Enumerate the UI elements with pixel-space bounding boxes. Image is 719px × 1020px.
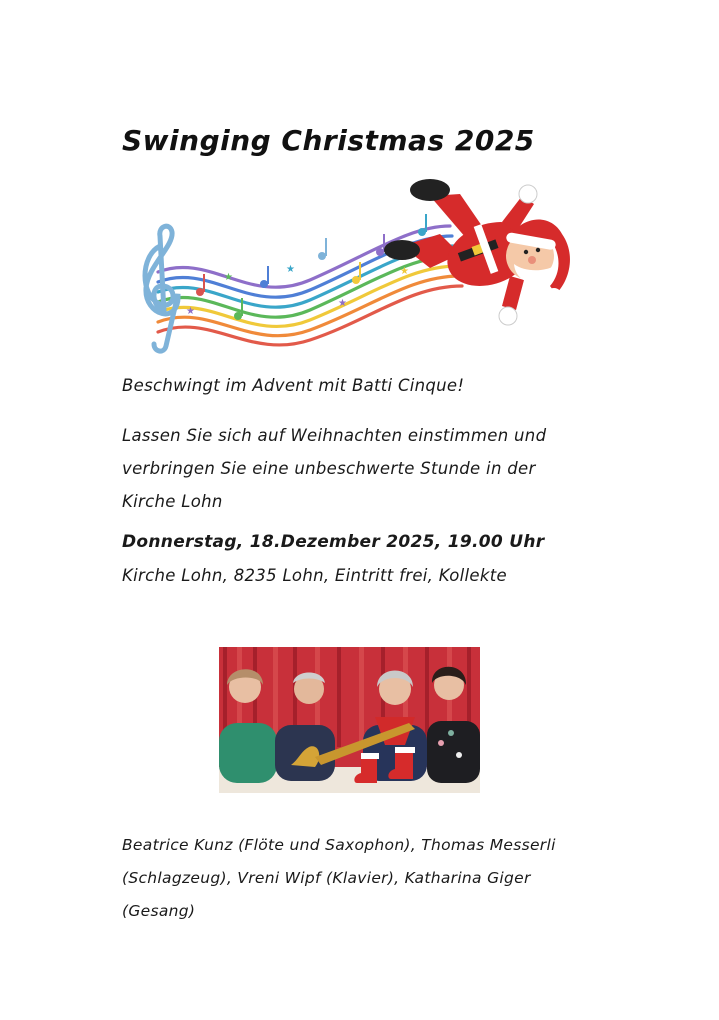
svg-text:★: ★: [400, 266, 409, 277]
svg-text:★: ★: [224, 272, 233, 283]
santa-music-staff-icon: [130, 176, 580, 356]
flyer-title: Swinging Christmas 2025: [122, 124, 535, 157]
svg-text:★: ★: [338, 298, 347, 309]
subtitle: Beschwingt im Advent mit Batti Cinque!: [122, 376, 465, 395]
band-photo: [219, 647, 480, 793]
event-location: Kirche Lohn, 8235 Lohn, Eintritt frei, Kollekte: [122, 566, 507, 585]
svg-text:★: ★: [186, 306, 195, 317]
svg-text:★: ★: [286, 264, 295, 275]
intro-text: Lassen Sie sich auf Weihnachten einstimmen und verbringen Sie eine unbeschwerte Stunde in der Kirche Lohn: [122, 426, 547, 511]
band-members: Beatrice Kunz (Flöte und Saxophon), Thomas Messerli (Schlagzeug), Vreni Wipf (Klavier), Katharina Giger (Gesang): [122, 836, 556, 920]
event-date-time: Donnerstag, 18.Dezember 2025, 19.00 Uhr: [122, 532, 545, 552]
